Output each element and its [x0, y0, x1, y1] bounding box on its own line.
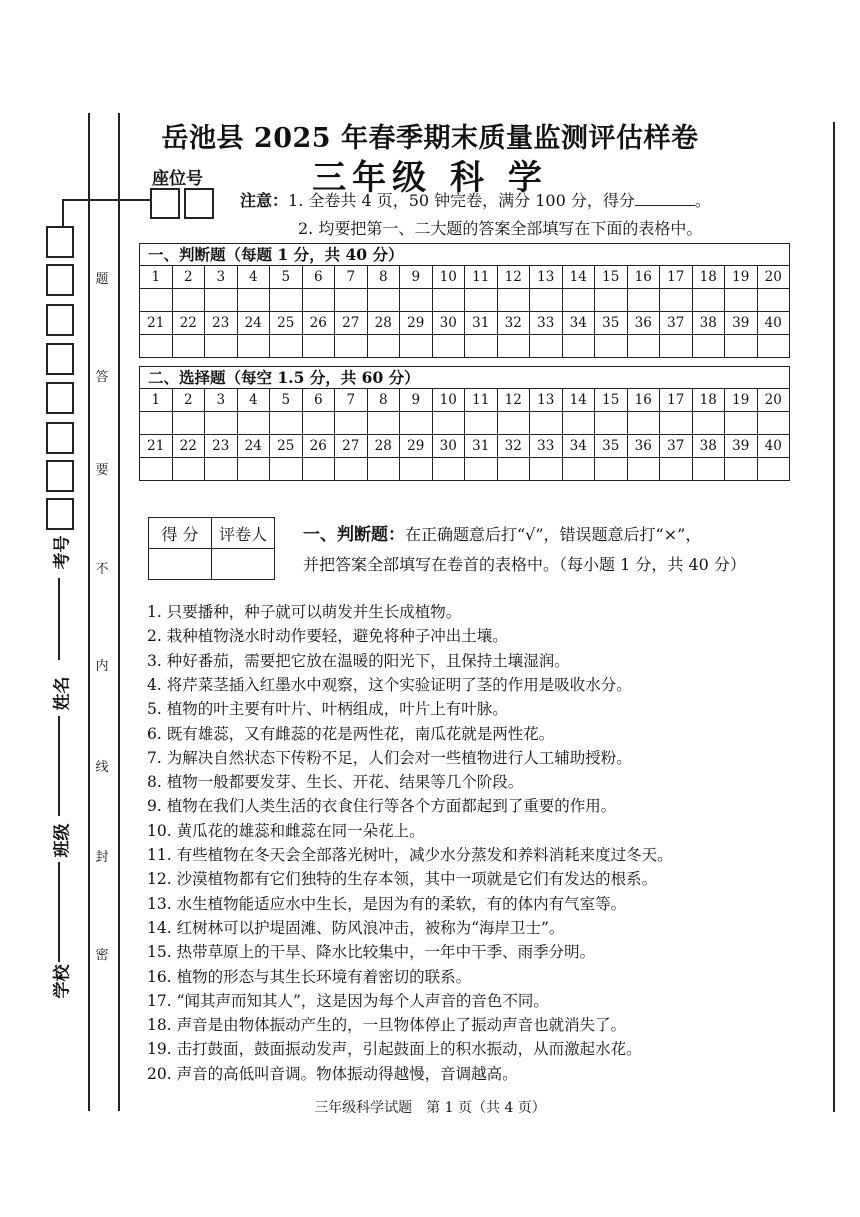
answer-cell[interactable]	[660, 412, 693, 435]
binding-line-outer	[88, 113, 90, 1111]
answer-cell[interactable]	[562, 412, 595, 435]
seal-char: 要	[95, 463, 109, 478]
seal-char: 密	[95, 948, 109, 963]
answer-row	[140, 335, 790, 358]
answer-cell[interactable]	[302, 335, 335, 358]
seat-connector-v	[62, 199, 64, 226]
question-number-cell: 1	[140, 266, 173, 289]
answer-cell[interactable]	[172, 412, 205, 435]
question-number-cell: 31	[465, 435, 498, 458]
name-line	[58, 716, 60, 816]
question-number-cell: 23	[205, 312, 238, 335]
question-item: 5. 植物的叶主要有叶片、叶柄组成，叶片上有叶脉。	[147, 700, 508, 719]
answer-cell[interactable]	[725, 458, 758, 481]
question-number-cell: 5	[270, 389, 303, 412]
question-number-cell: 3	[205, 266, 238, 289]
question-number-cell: 14	[562, 266, 595, 289]
answer-table-2	[139, 388, 790, 481]
answer-cell[interactable]	[627, 289, 660, 312]
answer-cell[interactable]	[302, 412, 335, 435]
question-item: 1. 只要播种，种子就可以萌发并生长成植物。	[147, 603, 462, 621]
answer-cell[interactable]	[465, 335, 498, 358]
seal-char: 不	[95, 562, 109, 577]
answer-cell[interactable]	[205, 289, 238, 312]
question-number-cell: 31	[465, 312, 498, 335]
question-item: 18. 声音是由物体振动产生的，一旦物体停止了振动声音也就消失了。	[147, 1016, 627, 1035]
answer-cell[interactable]	[270, 289, 303, 312]
question-number-cell: 25	[270, 312, 303, 335]
answer-cell[interactable]	[660, 335, 693, 358]
question-number-cell: 40	[757, 312, 790, 335]
answer-cell[interactable]	[335, 289, 368, 312]
seal-char: 题	[95, 272, 109, 287]
seal-char: 线	[95, 760, 109, 775]
part1-instruction-line-1	[303, 520, 701, 545]
question-number-cell: 23	[205, 435, 238, 458]
answer-cell[interactable]	[660, 289, 693, 312]
question-number-cell: 4	[237, 266, 270, 289]
answer-cell[interactable]	[302, 458, 335, 481]
question-number-cell: 10	[432, 389, 465, 412]
note-2: 2. 均要把第一、二大题的答案全部填写在下面的表格中。	[298, 219, 703, 238]
answer-cell[interactable]	[595, 458, 628, 481]
answer-cell[interactable]	[140, 412, 173, 435]
answer-cell[interactable]	[140, 289, 173, 312]
answer-row	[140, 289, 790, 312]
answer-cell[interactable]	[432, 335, 465, 358]
question-item: 8. 植物一般都要发芽、生长、开花、结果等几个阶段。	[147, 773, 524, 792]
answer-cell[interactable]	[140, 335, 173, 358]
question-number-cell: 36	[627, 435, 660, 458]
question-number-cell: 21	[140, 312, 173, 335]
question-number-cell: 9	[400, 266, 433, 289]
question-number-cell: 2	[172, 389, 205, 412]
answer-cell[interactable]	[562, 289, 595, 312]
question-number-cell: 33	[530, 435, 563, 458]
answer-cell[interactable]	[465, 458, 498, 481]
question-item: 19. 击打鼓面，鼓面振动发声，引起鼓面上的积水振动，从而激起水花。	[147, 1040, 642, 1059]
score-cell[interactable]	[149, 549, 212, 580]
answer-cell[interactable]	[172, 458, 205, 481]
question-number-cell: 16	[627, 266, 660, 289]
exam-no-box[interactable]	[46, 343, 74, 375]
question-number-cell: 39	[725, 312, 758, 335]
part1-instruction-a: 在正确题意后打“√”，错误题意后打“×”，	[405, 525, 702, 544]
seal-char: 内	[95, 659, 109, 674]
exam-no-box[interactable]	[46, 498, 74, 530]
answer-cell[interactable]	[270, 458, 303, 481]
exam-no-box[interactable]	[46, 304, 74, 336]
exam-title: 岳池县 2025 年春季期末质量监测评估样卷	[161, 123, 699, 154]
question-item: 16. 植物的形态与其生长环境有着密切的联系。	[147, 967, 472, 986]
answer-cell[interactable]	[400, 335, 433, 358]
answer-cell[interactable]	[595, 289, 628, 312]
question-number-cell: 27	[335, 435, 368, 458]
answer-cell[interactable]	[465, 289, 498, 312]
question-number-cell: 38	[692, 435, 725, 458]
question-number-cell: 9	[400, 389, 433, 412]
answer-cell[interactable]	[627, 412, 660, 435]
answer-cell[interactable]	[530, 335, 563, 358]
exam-no-line	[58, 578, 60, 660]
answer-cell[interactable]	[237, 335, 270, 358]
question-number-cell: 34	[562, 312, 595, 335]
answer-cell[interactable]	[172, 335, 205, 358]
question-number-cell: 25	[270, 435, 303, 458]
answer-cell[interactable]	[335, 458, 368, 481]
score-header: 得 分	[149, 518, 212, 549]
question-number-cell: 7	[335, 266, 368, 289]
answer-cell[interactable]	[367, 289, 400, 312]
page-footer: 三年级科学试题 第 1 页（共 4 页）	[314, 1100, 546, 1116]
question-number-cell: 20	[757, 266, 790, 289]
question-number-cell: 34	[562, 435, 595, 458]
answer-cell[interactable]	[692, 335, 725, 358]
answer-cell[interactable]	[725, 289, 758, 312]
question-number-cell: 29	[400, 312, 433, 335]
question-number-cell: 13	[530, 389, 563, 412]
grader-cell[interactable]	[212, 549, 275, 580]
question-item: 9. 植物在我们人类生活的衣食住行等各个方面都起到了重要的作用。	[147, 797, 617, 816]
question-item: 17. “闻其声而知其人”，这是因为每个人声音的音色不同。	[147, 991, 549, 1010]
answer-section-1-header: 一、判断题（每题 1 分，共 40 分）	[139, 243, 790, 266]
answer-cell[interactable]	[692, 458, 725, 481]
question-number-cell: 27	[335, 312, 368, 335]
answer-cell[interactable]	[530, 289, 563, 312]
note-label: 注意：	[240, 191, 289, 210]
question-number-cell: 32	[497, 312, 530, 335]
class-line	[58, 862, 60, 962]
answer-cell[interactable]	[270, 412, 303, 435]
answer-cell[interactable]	[400, 412, 433, 435]
question-number-cell: 28	[367, 312, 400, 335]
seal-char: 答	[95, 370, 109, 385]
exam-no-box[interactable]	[46, 264, 74, 296]
answer-cell[interactable]	[237, 289, 270, 312]
answer-cell[interactable]	[497, 458, 530, 481]
answer-cell[interactable]	[757, 458, 790, 481]
answer-cell[interactable]	[367, 458, 400, 481]
seat-box-1[interactable]	[150, 188, 180, 219]
answer-cell[interactable]	[725, 335, 758, 358]
question-number-cell: 26	[302, 435, 335, 458]
question-number-cell: 35	[595, 312, 628, 335]
question-number-cell: 14	[562, 389, 595, 412]
question-number-cell: 3	[205, 389, 238, 412]
answer-cell[interactable]	[432, 289, 465, 312]
question-number-cell: 6	[302, 266, 335, 289]
question-number-cell: 5	[270, 266, 303, 289]
question-number-cell: 7	[335, 389, 368, 412]
question-item: 3. 种好番茄，需要把它放在温暖的阳光下，且保持土壤湿润。	[147, 651, 570, 670]
question-number-cell: 16	[627, 389, 660, 412]
exam-subtitle: 三年级 科 学	[312, 158, 548, 198]
part1-instruction-line-2: 并把答案全部填写在卷首的表格中。（每小题 1 分，共 40 分）	[303, 555, 746, 574]
question-item: 20. 声音的高低叫音调。物体振动得越慢，音调越高。	[147, 1064, 518, 1083]
question-number-cell: 30	[432, 312, 465, 335]
question-number-cell: 40	[757, 435, 790, 458]
question-item: 11. 有些植物在冬天会全部落光树叶，减少水分蒸发和养料消耗来度过冬天。	[147, 846, 673, 864]
question-number-cell: 17	[660, 266, 693, 289]
answer-cell[interactable]	[335, 412, 368, 435]
question-number-cell: 15	[595, 266, 628, 289]
question-item: 12. 沙漠植物都有它们独特的生存本领，其中一项就是它们有发达的根系。	[147, 870, 658, 889]
question-number-cell: 20	[757, 389, 790, 412]
question-number-cell: 33	[530, 312, 563, 335]
number-row	[140, 266, 790, 289]
answer-cell[interactable]	[140, 458, 173, 481]
part1-heading: 一、判断题：	[303, 525, 405, 545]
question-number-cell: 39	[725, 435, 758, 458]
question-number-cell: 38	[692, 312, 725, 335]
question-number-cell: 2	[172, 266, 205, 289]
question-number-cell: 8	[367, 389, 400, 412]
number-row	[140, 435, 790, 458]
exam-no-label: 考号	[52, 535, 73, 570]
question-number-cell: 28	[367, 435, 400, 458]
answer-cell[interactable]	[627, 458, 660, 481]
number-row	[140, 312, 790, 335]
number-row	[140, 389, 790, 412]
note-1	[240, 188, 711, 211]
answer-cell[interactable]	[237, 412, 270, 435]
answer-cell[interactable]	[302, 289, 335, 312]
answer-cell[interactable]	[595, 412, 628, 435]
question-number-cell: 18	[692, 389, 725, 412]
answer-cell[interactable]	[627, 335, 660, 358]
question-number-cell: 22	[172, 435, 205, 458]
question-number-cell: 12	[497, 389, 530, 412]
question-number-cell: 37	[660, 435, 693, 458]
answer-cell[interactable]	[660, 458, 693, 481]
seat-box-2[interactable]	[184, 188, 214, 219]
question-number-cell: 35	[595, 435, 628, 458]
binding-line-inner	[118, 113, 120, 1111]
answer-cell[interactable]	[270, 335, 303, 358]
seat-number-label: 座位号	[152, 169, 203, 189]
answer-cell[interactable]	[692, 289, 725, 312]
question-number-cell: 36	[627, 312, 660, 335]
answer-cell[interactable]	[432, 458, 465, 481]
answer-cell[interactable]	[692, 412, 725, 435]
answer-cell[interactable]	[205, 458, 238, 481]
question-number-cell: 30	[432, 435, 465, 458]
question-item: 6. 既有雄蕊，又有雌蕊的花是两性花，南瓜花就是两性花。	[147, 724, 555, 743]
question-item: 15. 热带草原上的干旱、降水比较集中，一年中干季、雨季分明。	[147, 943, 596, 962]
exam-no-box[interactable]	[46, 382, 74, 414]
answer-row	[140, 458, 790, 481]
answer-cell[interactable]	[725, 412, 758, 435]
answer-cell[interactable]	[757, 289, 790, 312]
answer-cell[interactable]	[562, 458, 595, 481]
question-number-cell: 8	[367, 266, 400, 289]
question-number-cell: 13	[530, 266, 563, 289]
exam-no-box[interactable]	[46, 226, 74, 258]
answer-cell[interactable]	[497, 412, 530, 435]
question-item: 4. 将芹菜茎插入红墨水中观察，这个实验证明了茎的作用是吸收水分。	[147, 675, 632, 694]
question-number-cell: 24	[237, 312, 270, 335]
question-number-cell: 4	[237, 389, 270, 412]
answer-cell[interactable]	[595, 335, 628, 358]
answer-cell[interactable]	[205, 412, 238, 435]
seal-char: 封	[95, 850, 109, 865]
answer-cell[interactable]	[205, 335, 238, 358]
school-label: 学校	[52, 964, 73, 999]
exam-no-box[interactable]	[46, 422, 74, 454]
question-number-cell: 15	[595, 389, 628, 412]
question-number-cell: 11	[465, 266, 498, 289]
answer-row	[140, 412, 790, 435]
exam-no-box[interactable]	[46, 460, 74, 492]
question-number-cell: 19	[725, 389, 758, 412]
answer-cell[interactable]	[497, 289, 530, 312]
question-number-cell: 1	[140, 389, 173, 412]
answer-cell[interactable]	[400, 289, 433, 312]
answer-cell[interactable]	[367, 335, 400, 358]
answer-table-1	[139, 265, 790, 358]
question-item: 14. 红树林可以护堤固滩、防风浪冲击，被称为“海岸卫士”。	[147, 918, 565, 937]
question-item: 10. 黄瓜花的雄蕊和雌蕊在同一朵花上。	[147, 821, 425, 840]
question-number-cell: 11	[465, 389, 498, 412]
answer-section-2-header: 二、选择题（每空 1.5 分，共 60 分）	[139, 366, 790, 389]
question-number-cell: 22	[172, 312, 205, 335]
answer-cell[interactable]	[172, 289, 205, 312]
answer-cell[interactable]	[530, 412, 563, 435]
answer-cell[interactable]	[335, 335, 368, 358]
question-number-cell: 24	[237, 435, 270, 458]
grader-header: 评卷人	[212, 518, 275, 549]
answer-cell[interactable]	[497, 335, 530, 358]
question-number-cell: 12	[497, 266, 530, 289]
score-blank[interactable]	[635, 191, 695, 206]
answer-cell[interactable]	[465, 412, 498, 435]
answer-cell[interactable]	[400, 458, 433, 481]
question-number-cell: 21	[140, 435, 173, 458]
question-number-cell: 37	[660, 312, 693, 335]
score-box	[148, 517, 275, 580]
question-number-cell: 18	[692, 266, 725, 289]
question-number-cell: 6	[302, 389, 335, 412]
question-number-cell: 29	[400, 435, 433, 458]
answer-cell[interactable]	[367, 412, 400, 435]
question-number-cell: 10	[432, 266, 465, 289]
answer-cell[interactable]	[562, 335, 595, 358]
name-label: 姓名	[52, 676, 73, 711]
note-1-text: 1. 全卷共 4 页，50 钟完卷，满分 100 分，得分	[288, 191, 635, 210]
answer-cell[interactable]	[237, 458, 270, 481]
question-number-cell: 26	[302, 312, 335, 335]
answer-cell[interactable]	[757, 335, 790, 358]
question-item: 2. 栽种植物浇水时动作要轻，避免将种子冲出土壤。	[147, 627, 508, 646]
question-item: 13. 水生植物能适应水中生长，是因为有的柔软，有的体内有气室等。	[147, 894, 627, 913]
right-margin-line	[833, 122, 835, 1112]
question-number-cell: 32	[497, 435, 530, 458]
question-number-cell: 17	[660, 389, 693, 412]
note-1-end: 。	[694, 191, 711, 210]
answer-cell[interactable]	[530, 458, 563, 481]
answer-cell[interactable]	[757, 412, 790, 435]
question-number-cell: 19	[725, 266, 758, 289]
class-label: 班级	[52, 823, 73, 858]
answer-cell[interactable]	[432, 412, 465, 435]
question-item: 7. 为解决自然状态下传粉不足，人们会对一些植物进行人工辅助授粉。	[147, 748, 632, 767]
seat-connector-h	[62, 199, 150, 201]
